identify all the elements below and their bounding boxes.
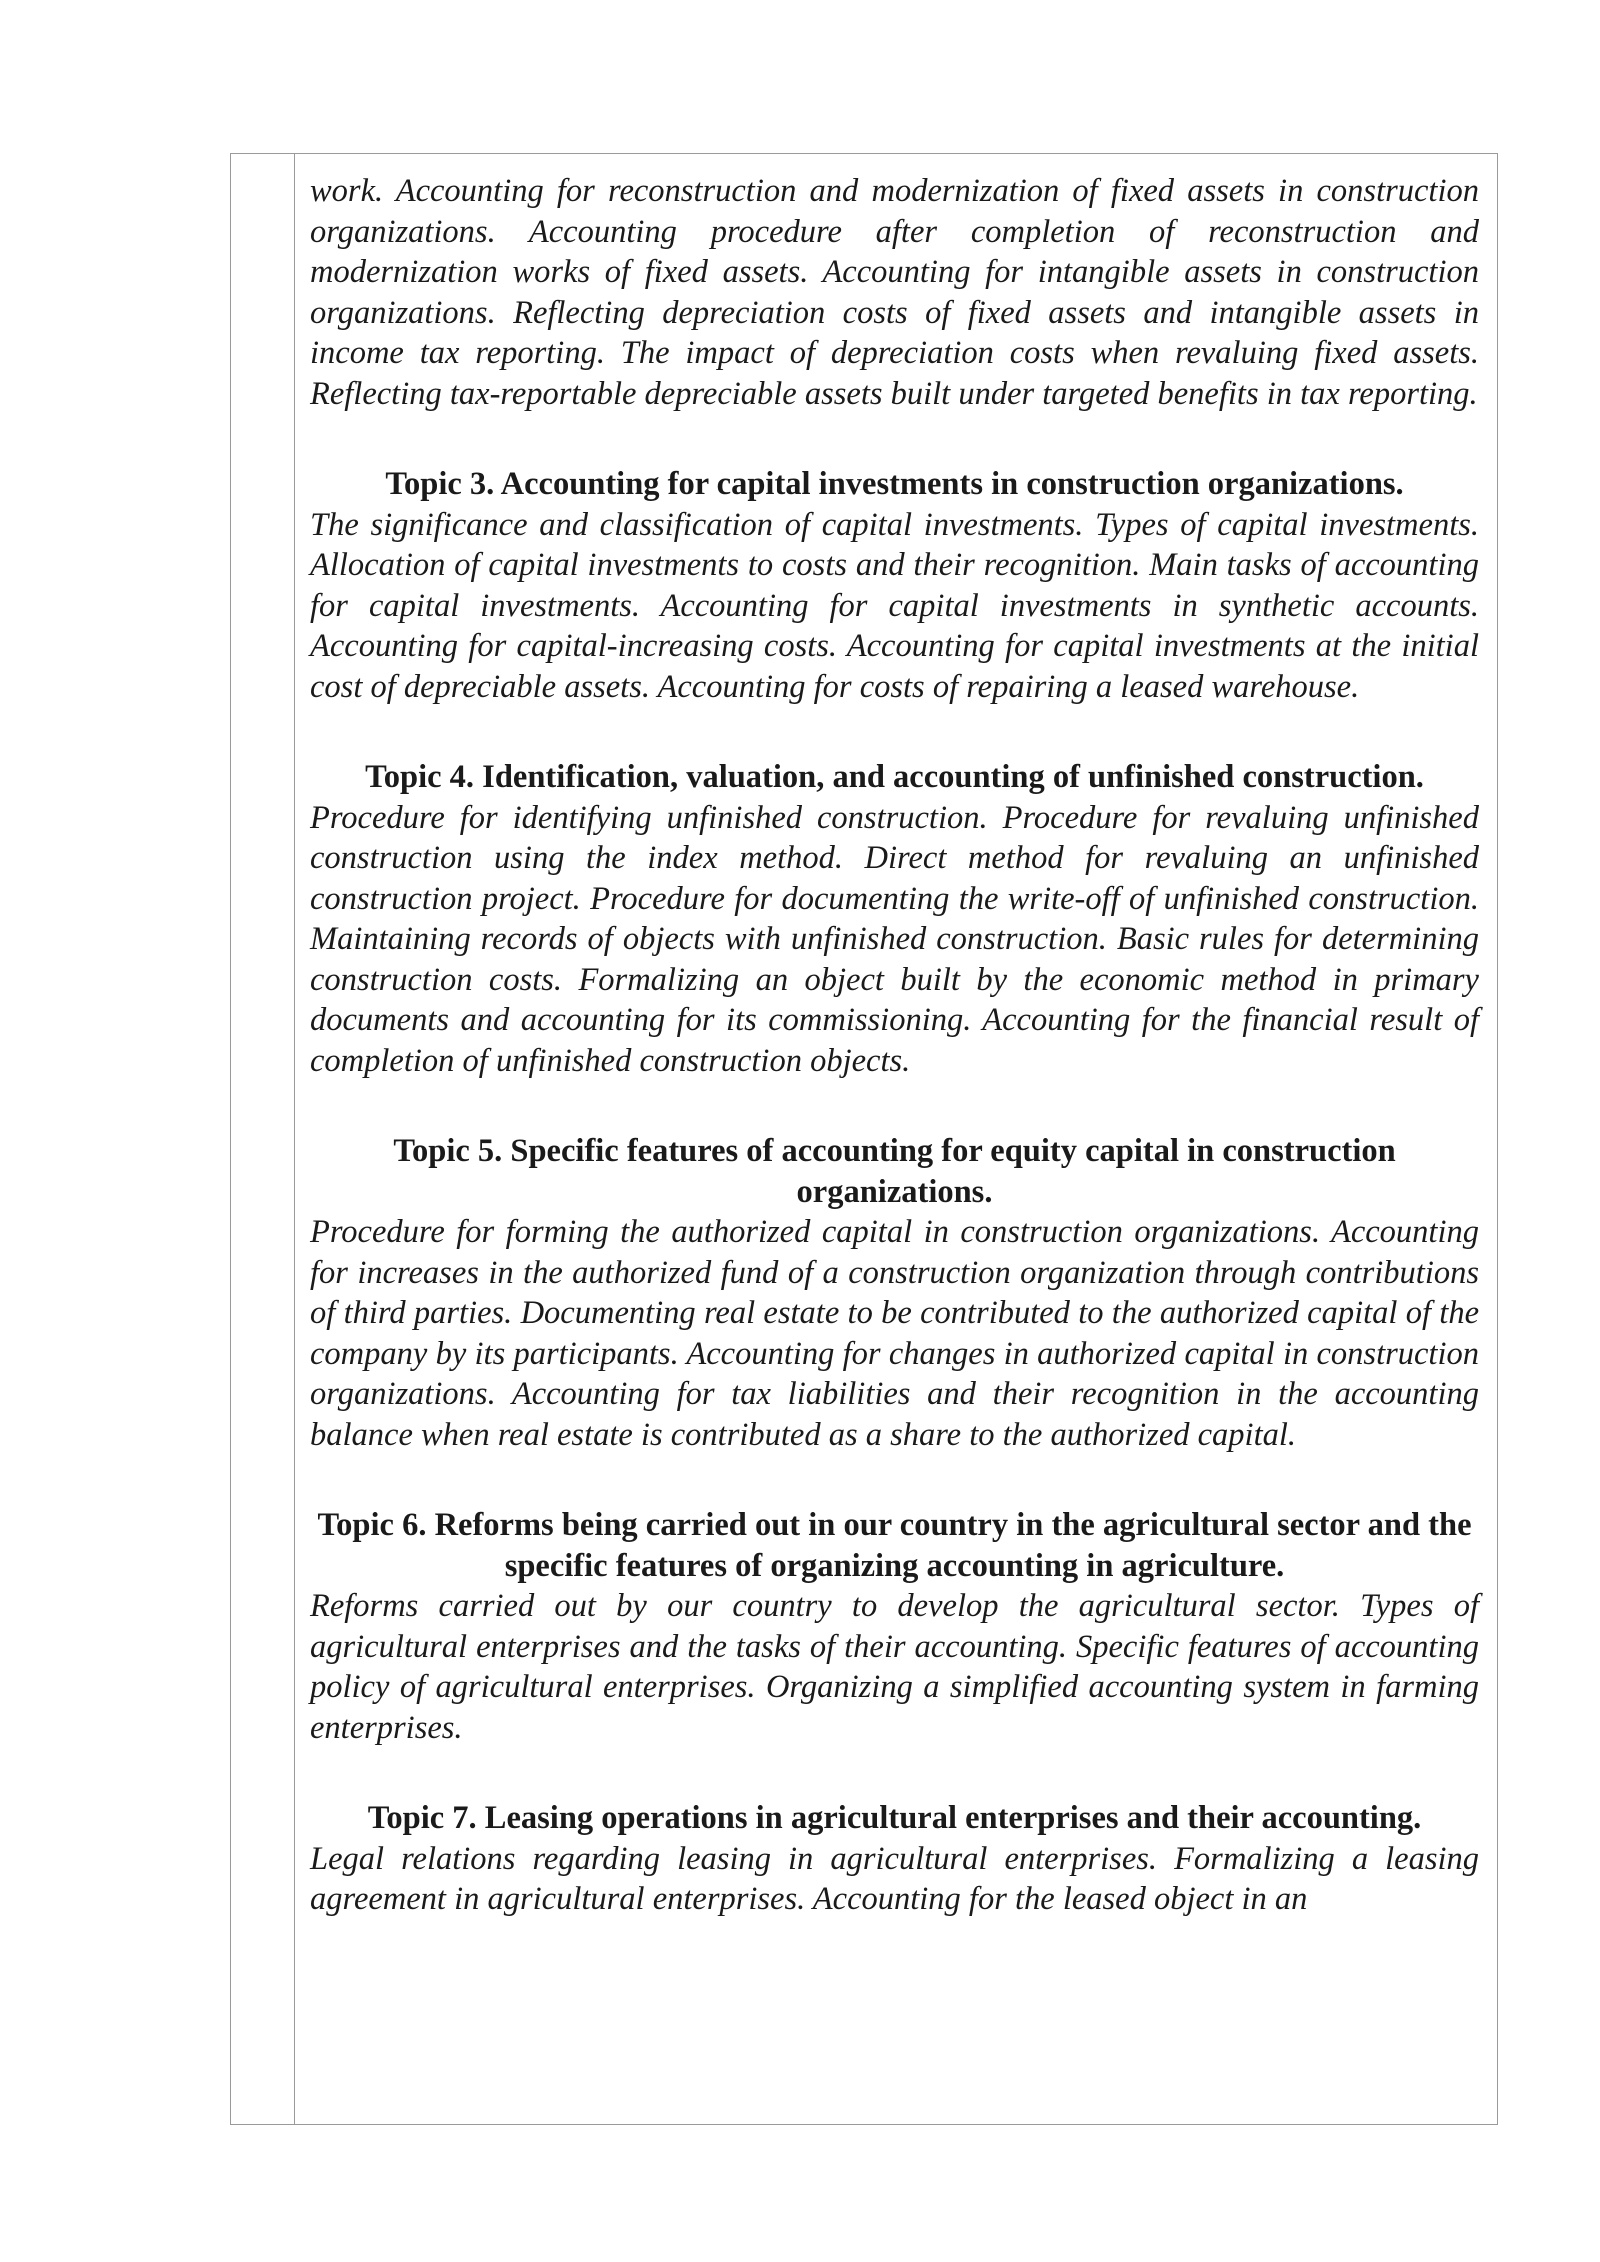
topic-3-title: Topic 3. Accounting for capital investments in construction organizations. — [385, 466, 1404, 502]
content-table — [230, 153, 1498, 2125]
topic-4-body: Procedure for identifying unfinished construction. Procedure for revaluing unfinished construction using the index method. Direct method for revaluing an unfinished construction project. Procedure for documenting the write-off of unfinished construction. Maintaining records of objects with unfinished construction. Basic rules for determining construction costs. Formalizing an object built by the economic method in primary documents and accounting for its commissioning. Accounting for the financial result of completion of unfinished construction objects. — [310, 799, 1479, 1079]
topic-5-body: Procedure for forming the authorized capital in construction organizations. Accounting for increases in the authorized fund of a construction organization through contributions of third parties. Documenting real estate to be contributed to the authorized capital of the company by its participants. Accounting for changes in authorized capital in construction organizations. Accounting for tax liabilities and their recognition in the accounting balance when real estate is contributed as a share to the authorized capital. — [310, 1214, 1479, 1453]
topic-7-body: Legal relations regarding leasing in agricultural enterprises. Formalizing a leasing agreement in agricultural enterprises. Accounting for the leased object in an — [310, 1840, 1479, 1917]
topic-7-title: Topic 7. Leasing operations in agricultural enterprises and their accounting. — [367, 1800, 1422, 1836]
topic-6-title: Topic 6. Reforms being carried out in our country in the agricultural sector and the specific features of organizing accounting in agriculture. — [317, 1507, 1472, 1584]
topic-5-title: Topic 5. Specific features of accounting for equity capital in construction organizations. — [393, 1133, 1396, 1210]
table-content-column — [295, 154, 1497, 2124]
table-left-column — [231, 154, 295, 2124]
intro-paragraph: work. Accounting for reconstruction and modernization of fixed assets in construction organizations. Accounting procedure after completion of reconstruction and modernization works of fixed assets. Accounting for intangible assets in construction organizations. Reflecting depreciation costs of fixed assets and intangible assets in income tax reporting. The impact of depreciation costs when revaluing fixed assets. Reflecting tax-reportable depreciable assets built under targeted benefits in tax reporting. — [310, 173, 1479, 412]
topic-3-body: The significance and classification of capital investments. Types of capital investments. Allocation of capital investments to costs and their recognition. Main tasks of accounting for capital investments. Accounting for capital investments in synthetic accounts. Accounting for capital-increasing costs. Accounting for capital investments at the initial cost of depreciable assets. Accounting for costs of repairing a leased warehouse. — [310, 506, 1479, 705]
topic-4-title: Topic 4. Identification, valuation, and accounting of unfinished construction. — [365, 759, 1424, 795]
topic-6-body: Reforms carried out by our country to develop the agricultural sector. Types of agricultural enterprises and the tasks of their accounting. Specific features of accounting policy of agricultural enterprises. Organizing a simplified accounting system in farming enterprises. — [310, 1588, 1479, 1746]
